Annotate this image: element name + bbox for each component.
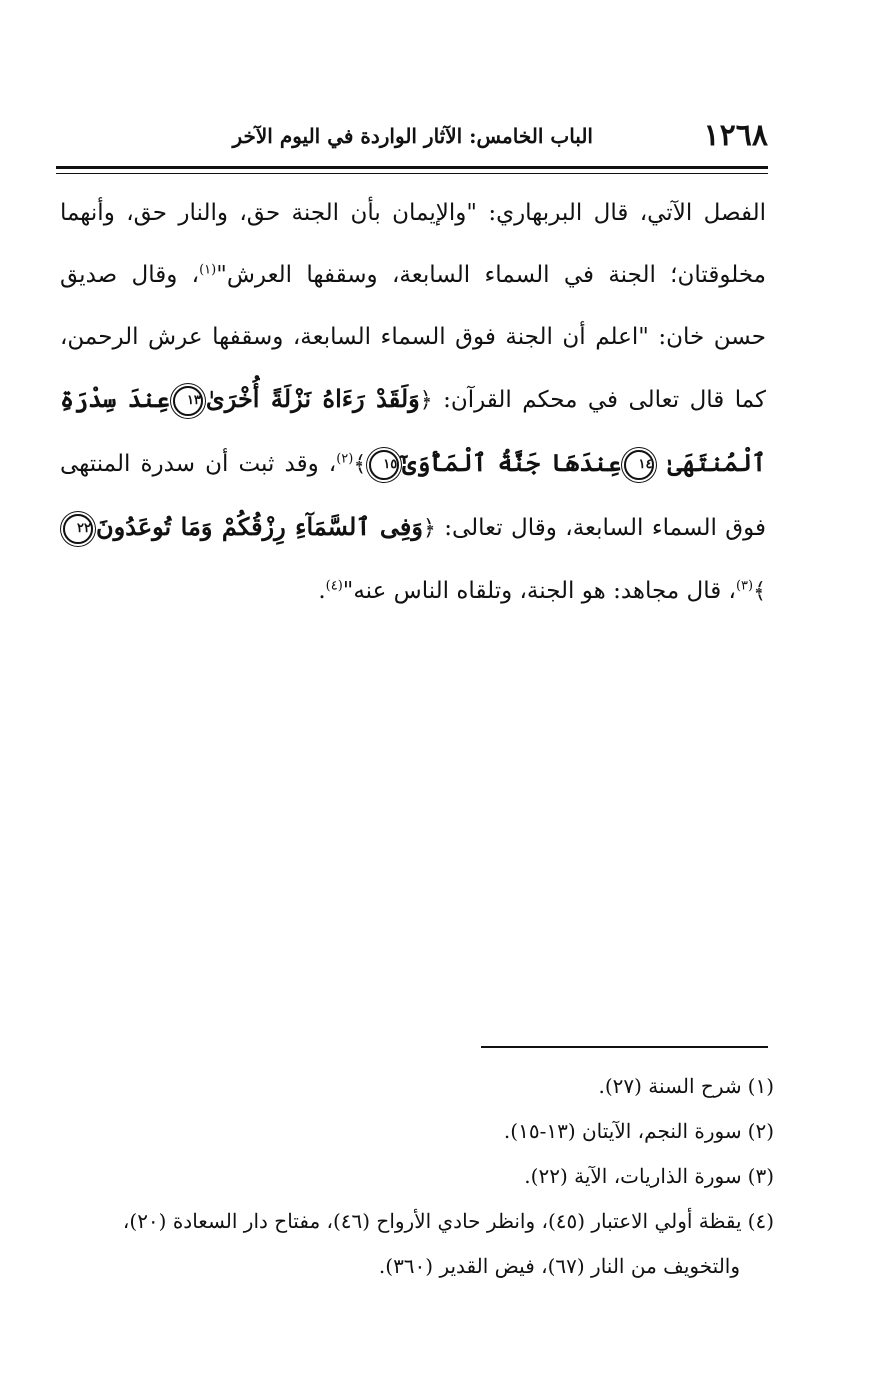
paragraph <box>60 182 766 623</box>
footnote-text: يقظة أولي الاعتبار (٤٥)، وانظر حادي الأرواح (٤٦)، مفتاح دار السعادة (٢٠)، <box>122 1209 742 1233</box>
footnote-text: سورة الذاريات، الآية (٢٢). <box>524 1164 742 1188</box>
footnote-ref-1: (١) <box>199 262 217 278</box>
footnote-text: سورة النجم، الآيتان (١٣-١٥). <box>503 1119 742 1143</box>
quran-close-bracket: ﴾ <box>753 579 766 604</box>
footnotes <box>64 1064 774 1289</box>
text-run: ، وقال صديق حسن خان: "اعلم أن الجنة فوق السماء السابعة، وسقفها عرش الرحمن، كما قال تعالى في محكم القرآن: <box>60 262 766 413</box>
quran-verse-13: وَلَقَدْ رَءَاهُ نَزْلَةً أُخْرَىٰ <box>205 384 420 413</box>
quran-verse-15: عِندَهَا جَنَّةُ ٱلْمَأْوَىٰٓ <box>402 448 622 477</box>
running-head: الباب الخامس: الآثار الواردة في اليوم الآخر <box>232 124 593 148</box>
text-run: الفصل الآتي، قال البربهاري: "والإيمان بأن الجنة حق، والنار حق، وأنهما مخلوقتان؛ الجنة في السماء السابعة، وسقفها العرش" <box>60 200 766 288</box>
footnote-ref-4: (٤) <box>325 578 343 594</box>
quran-open-bracket: ﴿ <box>419 388 433 413</box>
ayah-number-15: ١٥ <box>369 450 399 480</box>
page-header <box>228 118 768 158</box>
footnote-label: (٢) <box>747 1119 774 1143</box>
ayah-number-14: ١٤ <box>624 450 654 480</box>
footnote-ref-2: (٢) <box>336 451 354 467</box>
footnote-text: شرح السنة (٢٧). <box>598 1074 742 1098</box>
quran-verse-22: وَفِى ٱلسَّمَآءِ رِزْقُكُمْ وَمَا تُوعَدُونَ <box>96 512 423 541</box>
footnote-label: (٤) <box>747 1209 774 1233</box>
footnote-label: (١) <box>747 1074 774 1098</box>
footnote-4 <box>64 1199 774 1244</box>
footnote-2 <box>64 1109 774 1154</box>
header-rule-thick <box>56 166 768 169</box>
footnote-separator <box>481 1046 768 1048</box>
ayah-number-13: ١٣ <box>173 386 203 416</box>
header-rule-thin <box>56 173 768 174</box>
footnote-3 <box>64 1154 774 1199</box>
footnote-1 <box>64 1064 774 1109</box>
main-text <box>60 182 766 623</box>
footnote-label: (٣) <box>747 1164 774 1188</box>
page-number: ١٢٦٨ <box>703 118 768 153</box>
text-run: ، وقد ثبت أن سدرة المنتهى فوق السماء السابعة، وقال تعالى: <box>60 451 766 541</box>
footnote-ref-3: (٣) <box>735 578 754 594</box>
ayah-number-22: ٢٢ <box>63 514 93 544</box>
footnote-4-continuation: والتخويف من النار (٦٧)، فيض القدير (٣٦٠). <box>378 1254 740 1278</box>
text-run: ، قال مجاهد: هو الجنة، وتلقاه الناس عنه" <box>342 578 736 604</box>
text-run: . <box>318 578 326 604</box>
quran-open-bracket: ﴿ <box>422 516 436 541</box>
quran-close-bracket: ﴾ <box>353 452 367 477</box>
quran-verse-14: عِندَ سِدْرَةِ ٱلْمُنتَهَىٰ <box>60 384 766 477</box>
